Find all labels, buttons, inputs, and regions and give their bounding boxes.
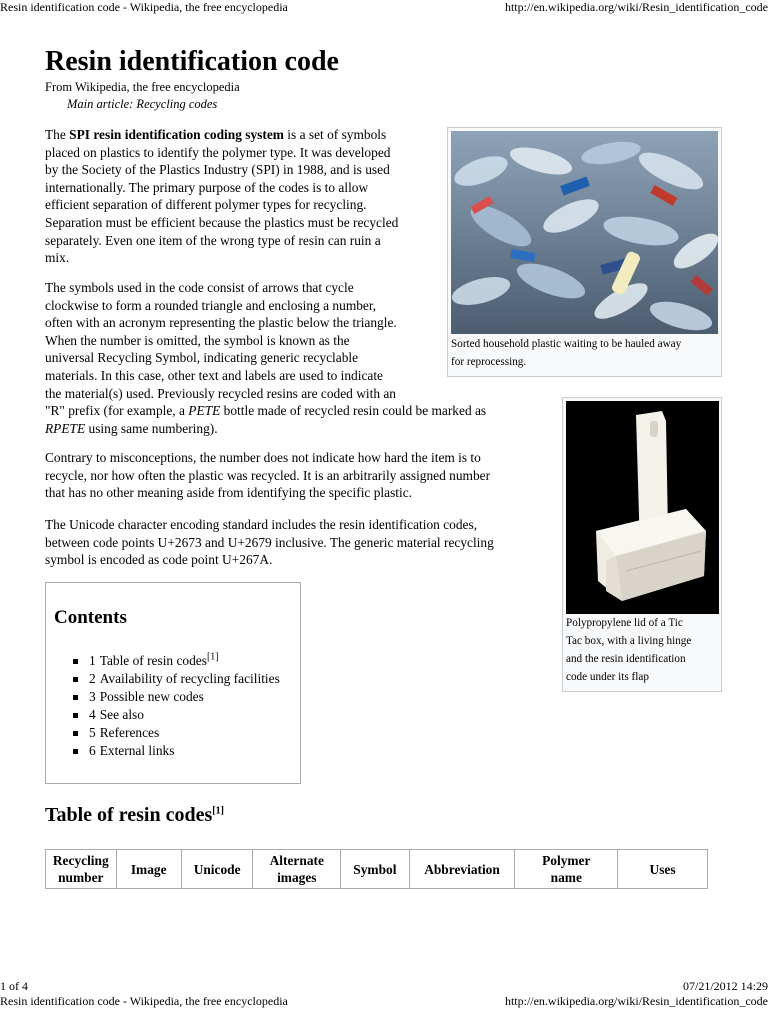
- print-header-title: Resin identification code - Wikipedia, the free encyclopedia: [0, 0, 288, 14]
- col-header-symbol: Symbol: [341, 850, 409, 889]
- col-header-unicode: Unicode: [181, 850, 253, 889]
- resin-codes-table: [45, 849, 708, 889]
- tictac-caption-line: and the resin identification: [566, 653, 686, 665]
- toc-citation[interactable]: [1]: [206, 651, 219, 663]
- unicode-line: The Unicode character encoding standard includes the resin identification codes,: [45, 517, 478, 532]
- print-footer-url[interactable]: http://en.wikipedia.org/wiki/Resin_identification_code: [504, 994, 768, 1008]
- pete-term: PETE: [188, 403, 221, 419]
- unicode-line: between code points U+2673 and U+2679 inclusive. The generic material recycling: [45, 534, 494, 550]
- col-header-abbreviation: Abbreviation: [409, 850, 515, 889]
- intro-line: internationally. The primary purpose of the codes is to allow: [45, 179, 369, 195]
- symbols-line: clockwise to form a rounded triangle and enclosing a number,: [45, 297, 377, 313]
- toc-label: Table of resin codes: [99, 653, 207, 668]
- intro-line: separately. Even one item of the wrong type of resin can ruin a: [45, 232, 381, 248]
- intro-paragraph: [45, 126, 398, 267]
- bottles-thumbnail: [447, 127, 722, 377]
- intro-line: Separation must be efficient because the plastics must be recycled: [45, 214, 399, 230]
- bottles-caption-line: Sorted household plastic waiting to be hauled away: [451, 338, 682, 350]
- toc-item-references[interactable]: [73, 724, 280, 742]
- symbols-line: materials. In this case, other text and labels are used to indicate: [45, 367, 383, 383]
- symbols-line: The symbols used in the code consist of arrows that cycle: [45, 280, 354, 295]
- tictac-thumbnail: [562, 397, 722, 692]
- toc-item-possible-new-codes[interactable]: [73, 688, 280, 706]
- col-header-image: Image: [116, 850, 181, 889]
- print-header-url[interactable]: http://en.wikipedia.org/wiki/Resin_identification_code: [504, 0, 768, 14]
- symbols-line: RPETE using same numbering).: [45, 420, 218, 436]
- print-footer-datetime: 07/21/2012 14:29: [682, 979, 768, 993]
- misconceptions-line: recycle, nor how often the plastic was recycled. It is an arbitrarily assigned number: [45, 467, 491, 483]
- toc-number: 4: [89, 706, 96, 722]
- toc-number: 3: [89, 688, 96, 704]
- table-header-row: [46, 850, 708, 889]
- misconceptions-paragraph: [45, 449, 490, 502]
- symbols-line: When the number is omitted, the symbol is known as the: [45, 332, 350, 348]
- print-footer-title: Resin identification code - Wikipedia, the free encyclopedia: [0, 994, 288, 1008]
- symbols-line: "R" prefix (for example, a PETE bottle made of recycled resin could be marked as: [45, 403, 487, 419]
- toc-list: [73, 652, 280, 759]
- toc-label: References: [99, 724, 160, 740]
- intro-line: placed on plastics to identify the polymer type. It was developed: [45, 144, 391, 160]
- toc-label: Availability of recycling facilities: [99, 670, 280, 686]
- tictac-caption-line: Polypropylene lid of a Tic: [566, 617, 683, 629]
- toc-number: 6: [89, 742, 96, 758]
- intro-line: by the Society of the Plastics Industry (SPI) in 1988, and is used: [45, 162, 390, 178]
- col-header-uses: Uses: [618, 850, 708, 889]
- toc-label: Possible new codes: [99, 688, 204, 704]
- col-header-alternate-images: Alternate images: [253, 850, 341, 889]
- section-heading-table-of-resin-codes: [45, 801, 224, 829]
- unicode-paragraph: [45, 516, 494, 569]
- print-footer-page-count: 1 of 4: [0, 979, 28, 993]
- intro-line: efficient separation of different polymer types for recycling.: [45, 197, 367, 213]
- toc-label: See also: [99, 706, 144, 722]
- section-title-text: Table of resin codes: [45, 804, 213, 826]
- toc-label: External links: [99, 742, 175, 758]
- col-header-polymer-name: Polymer name: [515, 850, 618, 889]
- tictac-caption-line: Tac box, with a living hinge: [566, 635, 692, 647]
- misconceptions-line: that has no other meaning aside from identifying the specific plastic.: [45, 485, 413, 501]
- spi-bold-term: SPI resin identification coding system: [69, 127, 284, 142]
- toc-item-availability[interactable]: [73, 670, 280, 688]
- toc-number: 5: [89, 724, 96, 740]
- bottles-caption-line: for reprocessing.: [451, 356, 527, 368]
- intro-line: mix.: [45, 250, 70, 266]
- symbols-paragraph: [45, 279, 486, 437]
- toc-number: 1: [89, 653, 96, 668]
- symbols-line: often with an acronym representing the plastic below the triangle.: [45, 315, 397, 331]
- col-header-recycling-number: Recycling number: [46, 850, 117, 889]
- toc-item-external-links[interactable]: [73, 742, 280, 760]
- toc-title: Contents: [54, 607, 127, 628]
- toc-item-table-of-resin-codes[interactable]: [73, 652, 280, 670]
- article-tagline: From Wikipedia, the free encyclopedia: [45, 80, 240, 94]
- bottles-caption: [451, 335, 681, 371]
- unicode-line: symbol is encoded as code point U+267A.: [45, 552, 273, 568]
- page-break-mask: [40, 890, 720, 930]
- article-title: Resin identification code: [45, 46, 339, 77]
- toc-number: 2: [89, 670, 96, 686]
- symbols-line: universal Recycling Symbol, indicating generic recyclable: [45, 350, 359, 366]
- tictac-lid-photo[interactable]: [566, 401, 719, 614]
- rpete-term: RPETE: [45, 420, 86, 436]
- intro-line: The SPI resin identification coding system is a set of symbols: [45, 127, 387, 142]
- toc-item-see-also[interactable]: [73, 706, 280, 724]
- section-citation[interactable]: [1]: [212, 805, 224, 817]
- plastic-bottles-photo[interactable]: [451, 131, 718, 334]
- tictac-caption-line: code under its flap: [566, 671, 649, 683]
- misconceptions-line: Contrary to misconceptions, the number does not indicate how hard the item is to: [45, 450, 481, 465]
- hatnote-main-article[interactable]: Main article: Recycling codes: [67, 97, 218, 111]
- symbols-line: the material(s) used. Previously recycled resins are coded with an: [45, 385, 397, 401]
- tictac-caption: [566, 614, 691, 686]
